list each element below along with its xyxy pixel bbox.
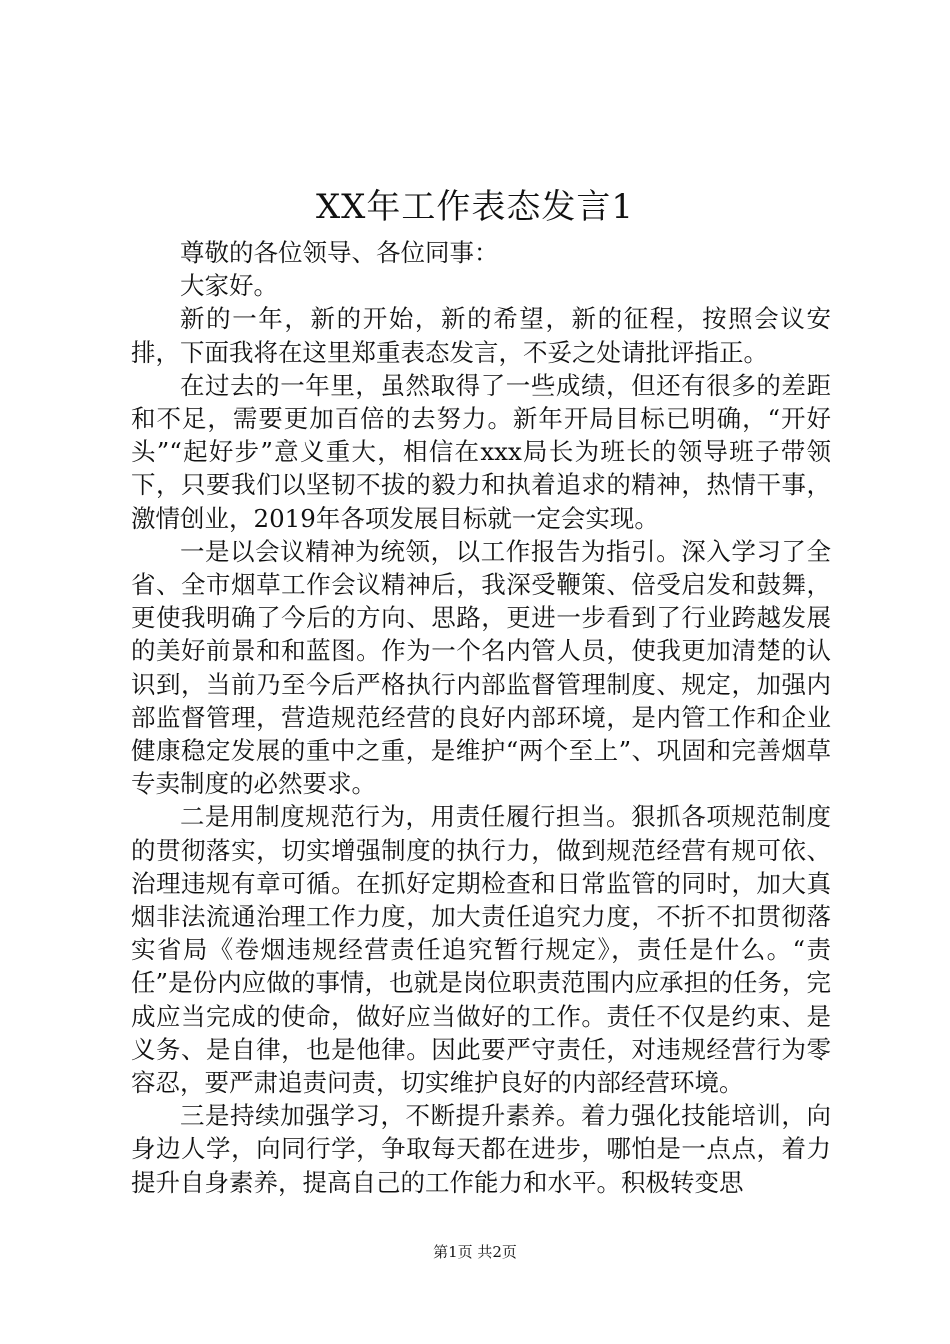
document-title: XX年工作表态发言1 (315, 187, 635, 227)
greeting: 大家好。 (180, 271, 278, 301)
paragraph-point-three: 三是持续加强学习，不断提升素养。着力强化技能培训，向身边人学，向同行学，争取每天都在进步，哪怕是一点点，着力提升自身素养，提高自己的工作能力和水平。积极转变思 (131, 1101, 831, 1197)
paragraph-review: 在过去的一年里，虽然取得了一些成绩，但还有很多的差距和不足，需要更加百倍的去努力。新年开局目标已明确，“开好头”“起好步”意义重大，相信在xxx局长为班长的领导班子带领下，只要我们以坚韧不拔的毅力和执着追求的精神，热情干事，激情创业，2019年各项发展目标就一定会实现。 (131, 370, 831, 533)
salutation: 尊敬的各位领导、各位同事： (180, 238, 499, 267)
paragraph-point-one: 一是以会议精神为统领，以工作报告为指引。深入学习了全省、全市烟草工作会议精神后，我深受鞭策、倍受启发和鼓舞，更使我明确了今后的方向、思路，更进一步看到了行业跨越发展的美好前景和和蓝图。作为一个名内管人员，使我更加清楚的认识到，当前乃至今后严格执行内部监督管理制度、规定，加强内部监督管理，营造规范经营的良好内部环境，是内管工作和企业健康稳定发展的重中之重，是维护“两个至上”、巩固和完善烟草专卖制度的必然要求。 (131, 536, 831, 799)
paragraph-intro: 新的一年，新的开始，新的希望，新的征程，按照会议安排，下面我将在这里郑重表态发言，不妥之处请批评指正。 (131, 304, 831, 367)
paragraph-point-two: 二是用制度规范行为，用责任履行担当。狠抓各项规范制度的贯彻落实，切实增强制度的执行力，做到规范经营有规可依、治理违规有章可循。在抓好定期检查和日常监管的同时，加大真烟非法流通治理工作力度，加大责任追究力度，不折不扣贯彻落实省局《卷烟违规经营责任追究暂行规定》，责任是什么。“责任”是份内应做的事情，也就是岗位职责范围内应承担的任务，完成应当完成的使命，做好应当做好的工作。责任不仅是约束、是义务、是自律，也是他律。因此要严守责任，对违规经营行为零容忍，要严肃追责问责，切实维护良好的内部经营环境。 (131, 802, 831, 1098)
document-body (131, 236, 831, 1199)
page-footer: 第1页 共2页 (433, 1243, 517, 1261)
